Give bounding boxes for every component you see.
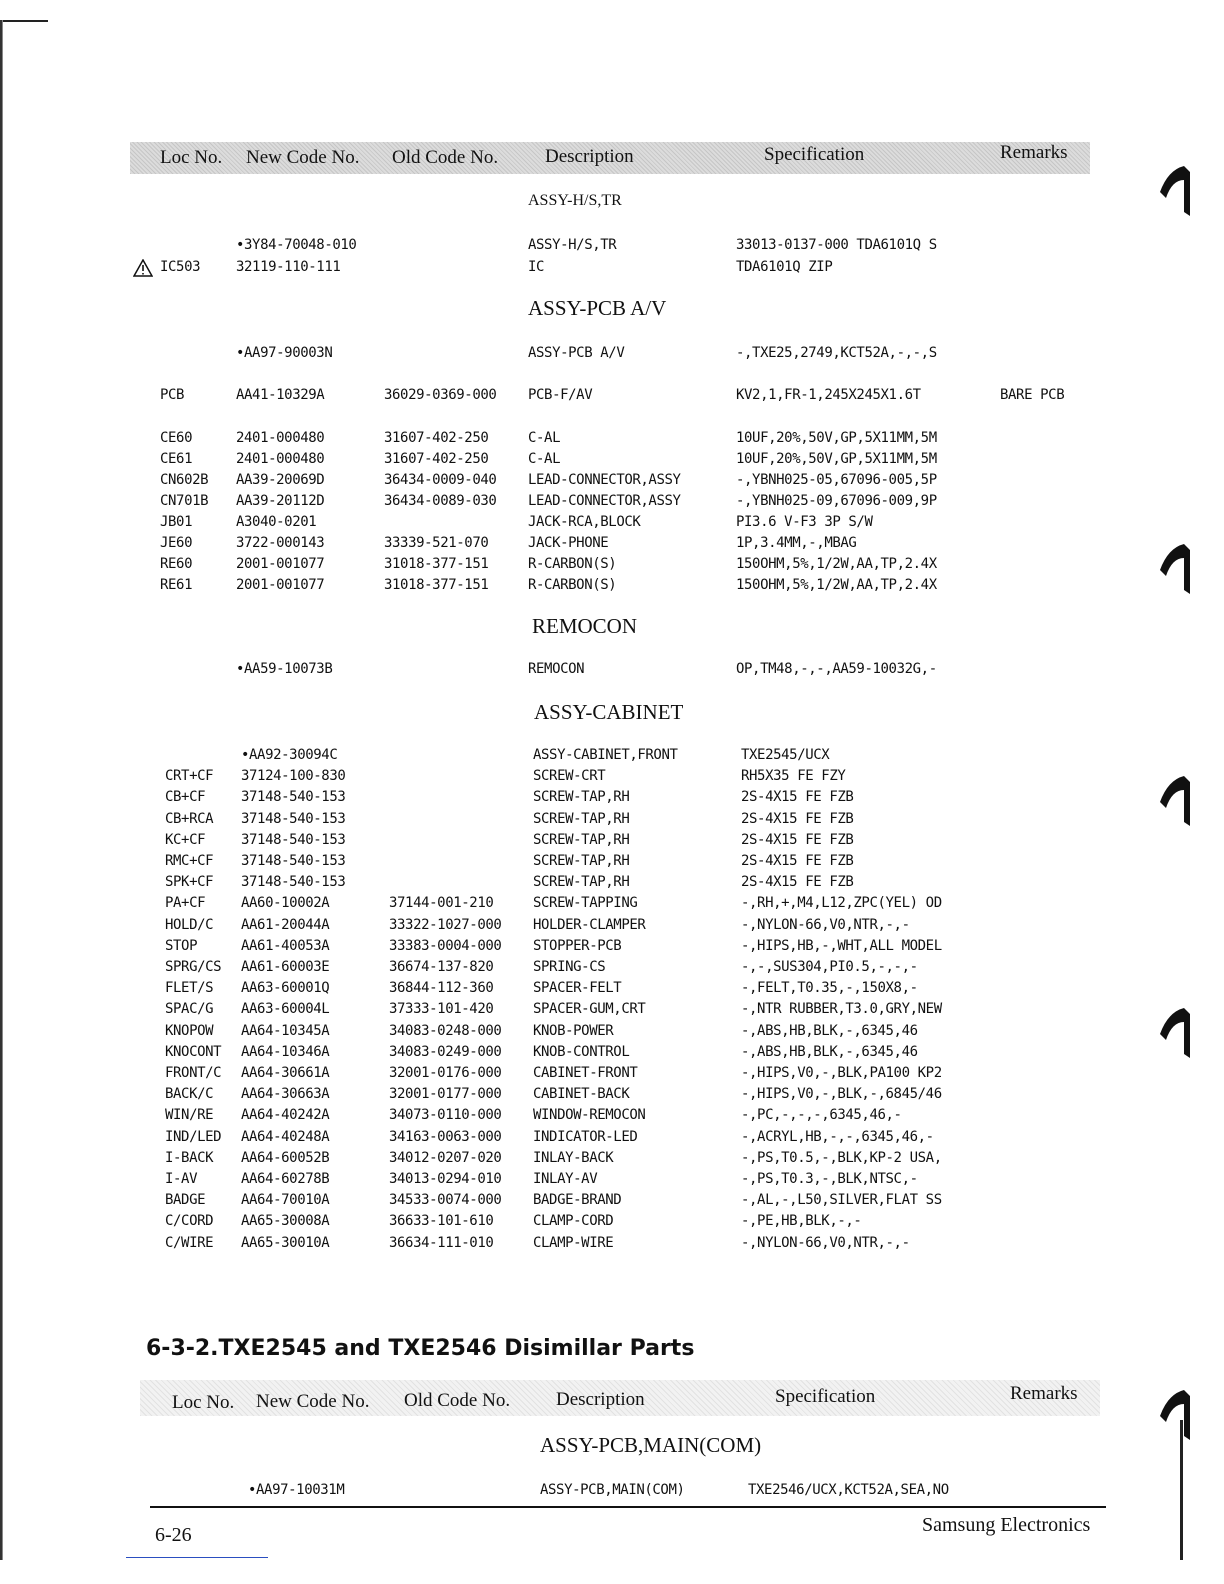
table-row xyxy=(0,430,1224,451)
table-row xyxy=(0,577,1224,598)
cell-description: SCREW-CRT xyxy=(533,768,606,785)
cell-specification: -,-,SUS304,PI0.5,-,-,- xyxy=(741,959,918,975)
cell-new-code: 37148-540-153 xyxy=(241,853,346,869)
cell-loc-no: CN602B xyxy=(160,472,209,488)
cell-description: BADGE-BRAND xyxy=(533,1192,622,1209)
table-row xyxy=(5,1086,1224,1107)
cell-loc-no: KC+CF xyxy=(165,831,206,848)
cell-old-code: 36434-0089-030 xyxy=(384,493,497,509)
cell-specification: -,ABS,HB,BLK,-,6345,46 xyxy=(741,1022,918,1039)
cell-old-code: 33339-521-070 xyxy=(384,535,489,551)
cell-new-code: AA64-30661A xyxy=(241,1065,330,1081)
header-description: Description xyxy=(545,146,634,167)
cell-old-code: 31018-377-151 xyxy=(384,577,489,593)
section-heading: 6-3-2.TXE2545 and TXE2546 Disimillar Parts xyxy=(146,1336,695,1361)
cell-loc-no: RMC+CF xyxy=(165,853,214,869)
cell-old-code: 34083-0249-000 xyxy=(389,1043,502,1060)
header-specification: Specification xyxy=(775,1386,876,1407)
table-row xyxy=(5,917,1224,938)
cell-new-code: •AA97-90003N xyxy=(236,345,333,361)
cell-specification: -,HIPS,HB,-,WHT,ALL MODEL xyxy=(741,937,942,954)
safety-warning-icon xyxy=(133,259,153,277)
cell-old-code: 37333-101-420 xyxy=(389,1001,494,1018)
cell-specification: TDA6101Q ZIP xyxy=(736,259,833,275)
table-row xyxy=(0,556,1224,577)
table-row xyxy=(5,959,1224,980)
cell-specification: 2S-4X15 FE FZB xyxy=(741,874,854,891)
cell-specification: -,NYLON-66,V0,NTR,-,- xyxy=(741,1234,910,1251)
cell-description: R-CARBON(S) xyxy=(528,556,617,572)
table-row xyxy=(5,874,1224,895)
cell-loc-no: I-AV xyxy=(165,1171,198,1187)
cell-new-code: AA41-10329A xyxy=(236,387,325,403)
cell-loc-no: C/WIRE xyxy=(165,1234,214,1251)
cell-specification: -,NYLON-66,V0,NTR,-,- xyxy=(741,916,910,933)
cell-old-code: 33383-0004-000 xyxy=(389,937,502,954)
cell-specification: TXE2545/UCX xyxy=(741,747,830,763)
cell-description: SCREW-TAP,RH xyxy=(533,874,630,891)
cell-description: PCB-F/AV xyxy=(528,387,593,403)
cell-description: C-AL xyxy=(528,430,561,446)
cell-specification: -,NTR RUBBER,T3.0,GRY,NEW xyxy=(741,1001,942,1018)
cell-loc-no: PCB xyxy=(160,387,185,403)
cell-new-code: AA64-60052B xyxy=(241,1149,330,1166)
cell-new-code: 3722-000143 xyxy=(236,535,325,551)
cell-old-code: 33322-1027-000 xyxy=(389,916,502,933)
cell-specification: -,ABS,HB,BLK,-,6345,46 xyxy=(741,1043,918,1060)
cell-specification: -,RH,+,M4,L12,ZPC(YEL) OD xyxy=(741,895,942,912)
cell-new-code: AA64-40242A xyxy=(241,1107,330,1124)
table-row xyxy=(0,451,1224,472)
cell-specification: 2S-4X15 FE FZB xyxy=(741,853,854,869)
cell-loc-no: IC503 xyxy=(160,259,201,275)
table-row xyxy=(0,472,1224,493)
cell-description: LEAD-CONNECTOR,ASSY xyxy=(528,472,681,488)
table-row xyxy=(5,1107,1224,1128)
cell-loc-no: C/CORD xyxy=(165,1213,214,1230)
cell-new-code: AA61-40053A xyxy=(241,937,330,954)
cell-new-code: AA39-20112D xyxy=(236,493,325,509)
table-row xyxy=(5,938,1224,959)
header-specification: Specification xyxy=(764,144,865,165)
cell-description: C-AL xyxy=(528,451,561,467)
cell-new-code: AA64-60278B xyxy=(241,1171,330,1187)
table-row xyxy=(0,535,1224,556)
cell-old-code: 31018-377-151 xyxy=(384,556,489,572)
footer-link-rule xyxy=(126,1557,268,1558)
group-title-remocon: REMOCON xyxy=(532,614,638,638)
cell-loc-no: FLET/S xyxy=(165,980,214,997)
cell-specification: -,HIPS,V0,-,BLK,PA100 KP2 xyxy=(741,1065,942,1081)
cell-specification: 1P,3.4MM,-,MBAG xyxy=(736,535,857,551)
cell-description: ASSY-H/S,TR xyxy=(528,237,617,253)
cell-new-code: AA39-20069D xyxy=(236,472,325,488)
cell-description: R-CARBON(S) xyxy=(528,577,617,593)
cell-new-code: AA64-30663A xyxy=(241,1086,330,1103)
cell-new-code: 37148-540-153 xyxy=(241,789,346,806)
cell-new-code: AA61-20044A xyxy=(241,916,330,933)
cell-new-code: 2001-001077 xyxy=(236,556,325,572)
header-loc-no: Loc No. xyxy=(160,147,223,168)
cell-description: IC xyxy=(528,259,545,275)
cell-new-code: 37124-100-830 xyxy=(241,768,346,785)
page-number: 6-26 xyxy=(155,1524,192,1546)
cell-new-code: AA63-60001Q xyxy=(241,980,330,997)
cell-new-code: 2001-001077 xyxy=(236,577,325,593)
cell-description: REMOCON xyxy=(528,661,585,677)
cell-description: LEAD-CONNECTOR,ASSY xyxy=(528,493,681,509)
header-description: Description xyxy=(556,1389,645,1410)
cell-new-code: AA63-60004L xyxy=(241,1001,330,1018)
group-title-hs-tr: ASSY-H/S,TR xyxy=(528,192,622,209)
cell-description: WINDOW-REMOCON xyxy=(533,1107,646,1124)
cell-specification: -,HIPS,V0,-,BLK,-,6845/46 xyxy=(741,1086,942,1103)
cell-new-code: AA64-40248A xyxy=(241,1128,330,1145)
cell-specification: 2S-4X15 FE FZB xyxy=(741,810,854,827)
cell-specification: -,ACRYL,HB,-,-,6345,46,- xyxy=(741,1128,934,1145)
header-loc-no: Loc No. xyxy=(172,1392,235,1413)
table-row xyxy=(5,789,1224,810)
cell-description: HOLDER-CLAMPER xyxy=(533,916,646,933)
cell-specification: -,PE,HB,BLK,-,- xyxy=(741,1213,862,1230)
cell-loc-no: CB+RCA xyxy=(165,810,214,827)
cell-new-code: AA65-30008A xyxy=(241,1213,330,1230)
cell-description: STOPPER-PCB xyxy=(533,937,622,954)
cell-new-code: 37148-540-153 xyxy=(241,874,346,891)
table-row xyxy=(5,853,1224,874)
cell-old-code: 31607-402-250 xyxy=(384,451,489,467)
cell-description: JACK-RCA,BLOCK xyxy=(528,514,641,530)
cell-specification: 2S-4X15 FE FZB xyxy=(741,789,854,806)
cell-new-code: AA61-60003E xyxy=(241,959,330,975)
table-row xyxy=(5,1129,1224,1150)
cell-description: ASSY-PCB A/V xyxy=(528,345,625,361)
cell-description: ASSY-CABINET,FRONT xyxy=(533,747,678,763)
cell-specification: -,FELT,T0.35,-,150X8,- xyxy=(741,980,918,997)
cell-specification: 2S-4X15 FE FZB xyxy=(741,831,854,848)
cell-description: INDICATOR-LED xyxy=(533,1128,638,1145)
cell-old-code: 31607-402-250 xyxy=(384,430,489,446)
group-title-pcb-main: ASSY-PCB,MAIN(COM) xyxy=(540,1433,762,1457)
cell-old-code: 36029-0369-000 xyxy=(384,387,497,403)
table-row xyxy=(5,1171,1224,1192)
cell-old-code: 36844-112-360 xyxy=(389,980,494,997)
group-title-cabinet: ASSY-CABINET xyxy=(534,700,684,724)
cell-new-code: 37148-540-153 xyxy=(241,831,346,848)
header-new-code-no: New Code No. xyxy=(256,1391,370,1412)
cell-loc-no: SPAC/G xyxy=(165,1001,214,1018)
cell-specification: TXE2546/UCX,KCT52A,SEA,NO xyxy=(748,1482,949,1498)
cell-specification: 10UF,20%,50V,GP,5X11MM,5M xyxy=(736,430,937,446)
cell-old-code: 32001-0177-000 xyxy=(389,1086,502,1103)
header-old-code-no: Old Code No. xyxy=(404,1390,511,1411)
cell-old-code: 34012-0207-020 xyxy=(389,1149,502,1166)
table-row xyxy=(0,1482,1224,1503)
binding-hole-mark xyxy=(1150,152,1206,222)
cell-new-code: A3040-0201 xyxy=(236,514,317,530)
group-title-pcb-av: ASSY-PCB A/V xyxy=(528,296,667,320)
cell-remarks: BARE PCB xyxy=(1000,387,1065,403)
cell-description: KNOB-CONTROL xyxy=(533,1043,630,1060)
table-row xyxy=(5,1150,1224,1171)
cell-specification: -,AL,-,L50,SILVER,FLAT SS xyxy=(741,1192,942,1209)
footer-brand: Samsung Electronics xyxy=(922,1514,1091,1536)
cell-loc-no: CB+CF xyxy=(165,789,206,806)
cell-loc-no: WIN/RE xyxy=(165,1107,214,1124)
cell-description: ASSY-PCB,MAIN(COM) xyxy=(540,1482,685,1498)
cell-loc-no: SPK+CF xyxy=(165,874,214,891)
cell-loc-no: FRONT/C xyxy=(165,1065,222,1081)
binding-hole-mark xyxy=(1150,1376,1206,1446)
cell-loc-no: KNOCONT xyxy=(165,1043,222,1060)
cell-new-code: •3Y84-70048-010 xyxy=(236,237,357,253)
table-row xyxy=(5,1235,1224,1256)
cell-new-code: AA64-10345A xyxy=(241,1022,330,1039)
table-row xyxy=(5,895,1224,916)
cell-description: SCREW-TAP,RH xyxy=(533,853,630,869)
cell-loc-no: CE61 xyxy=(160,451,193,467)
cell-specification: 10UF,20%,50V,GP,5X11MM,5M xyxy=(736,451,937,467)
cell-new-code: •AA97-10031M xyxy=(248,1482,345,1498)
cell-specification: 33013-0137-000 TDA6101Q S xyxy=(736,237,937,253)
cell-description: SPACER-GUM,CRT xyxy=(533,1001,646,1018)
cell-old-code: 36634-111-010 xyxy=(389,1234,494,1251)
cell-old-code: 37144-001-210 xyxy=(389,895,494,912)
cell-loc-no: STOP xyxy=(165,937,198,954)
table-row xyxy=(5,1044,1224,1065)
cell-loc-no: RE60 xyxy=(160,556,193,572)
table-row xyxy=(5,980,1224,1001)
cell-specification: -,YBNH025-09,67096-009,9P xyxy=(736,493,937,509)
cell-new-code: AA60-10002A xyxy=(241,895,330,912)
header-old-code-no: Old Code No. xyxy=(392,147,499,168)
cell-loc-no: CN701B xyxy=(160,493,209,509)
cell-specification: KV2,1,FR-1,245X245X1.6T xyxy=(736,387,921,403)
cell-loc-no: I-BACK xyxy=(165,1149,214,1166)
cell-description: CABINET-FRONT xyxy=(533,1065,638,1081)
cell-description: SCREW-TAPPING xyxy=(533,895,638,912)
cell-old-code: 36633-101-610 xyxy=(389,1213,494,1230)
table-row xyxy=(0,237,1224,258)
table-row xyxy=(5,1192,1224,1213)
table-row xyxy=(5,768,1224,789)
cell-loc-no: BACK/C xyxy=(165,1086,214,1103)
cell-new-code: •AA59-10073B xyxy=(236,661,333,677)
cell-loc-no: RE61 xyxy=(160,577,193,593)
header-remarks: Remarks xyxy=(1010,1383,1078,1404)
cell-specification: -,TXE25,2749,KCT52A,-,-,S xyxy=(736,345,937,361)
cell-loc-no: JB01 xyxy=(160,514,193,530)
cell-specification: -,PS,T0.3,-,BLK,NTSC,- xyxy=(741,1171,918,1187)
footer-rule xyxy=(150,1506,1106,1508)
cell-specification: -,YBNH025-05,67096-005,5P xyxy=(736,472,937,488)
cell-new-code: AA65-30010A xyxy=(241,1234,330,1251)
cell-description: INLAY-BACK xyxy=(533,1149,614,1166)
cell-old-code: 36434-0009-040 xyxy=(384,472,497,488)
cell-specification: PI3.6 V-F3 3P S/W xyxy=(736,514,873,530)
cell-old-code: 34533-0074-000 xyxy=(389,1192,502,1209)
cell-description: CABINET-BACK xyxy=(533,1086,630,1103)
cell-specification: -,PC,-,-,-,6345,46,- xyxy=(741,1107,902,1124)
cell-loc-no: SPRG/CS xyxy=(165,959,222,975)
cell-description: SCREW-TAP,RH xyxy=(533,831,630,848)
cell-new-code: AA64-10346A xyxy=(241,1043,330,1060)
cell-loc-no: BADGE xyxy=(165,1192,206,1209)
table-row xyxy=(0,345,1224,366)
table-row xyxy=(5,747,1224,768)
cell-new-code: •AA92-30094C xyxy=(241,747,338,763)
cell-description: KNOB-POWER xyxy=(533,1022,614,1039)
table-row xyxy=(5,1213,1224,1234)
table-row xyxy=(5,1065,1224,1086)
cell-description: SPACER-FELT xyxy=(533,980,622,997)
cell-new-code: 2401-000480 xyxy=(236,430,325,446)
cell-loc-no: KNOPOW xyxy=(165,1022,214,1039)
cell-specification: RH5X35 FE FZY xyxy=(741,768,846,785)
cell-old-code: 34083-0248-000 xyxy=(389,1022,502,1039)
table-row xyxy=(5,832,1224,853)
cell-old-code: 34073-0110-000 xyxy=(389,1107,502,1124)
cell-old-code: 34013-0294-010 xyxy=(389,1171,502,1187)
cell-specification: -,PS,T0.5,-,BLK,KP-2 USA, xyxy=(741,1149,942,1166)
header-remarks: Remarks xyxy=(1000,142,1068,163)
cell-old-code: 36674-137-820 xyxy=(389,959,494,975)
table-row xyxy=(5,811,1224,832)
table-row xyxy=(5,1001,1224,1022)
cell-loc-no: HOLD/C xyxy=(165,916,214,933)
cell-new-code: 32119-110-111 xyxy=(236,259,341,275)
table-row xyxy=(0,661,1224,682)
cell-description: CLAMP-WIRE xyxy=(533,1234,614,1251)
cell-specification: OP,TM48,-,-,AA59-10032G,- xyxy=(736,661,937,677)
cell-loc-no: CE60 xyxy=(160,430,193,446)
table-row xyxy=(5,1023,1224,1044)
cell-loc-no: JE60 xyxy=(160,535,193,551)
cell-specification: 150OHM,5%,1/2W,AA,TP,2.4X xyxy=(736,556,937,572)
cell-description: INLAY-AV xyxy=(533,1171,598,1187)
page-edge-top xyxy=(0,20,48,22)
cell-description: SCREW-TAP,RH xyxy=(533,810,630,827)
header-new-code-no: New Code No. xyxy=(246,147,360,168)
cell-old-code: 32001-0176-000 xyxy=(389,1065,502,1081)
cell-description: SCREW-TAP,RH xyxy=(533,789,630,806)
cell-description: CLAMP-CORD xyxy=(533,1213,614,1230)
table-row xyxy=(0,259,1224,280)
cell-new-code: 2401-000480 xyxy=(236,451,325,467)
table-row xyxy=(0,493,1224,514)
table-row xyxy=(0,387,1224,408)
cell-new-code: AA64-70010A xyxy=(241,1192,330,1209)
cell-new-code: 37148-540-153 xyxy=(241,810,346,827)
table-row xyxy=(0,514,1224,535)
cell-description: SPRING-CS xyxy=(533,959,606,975)
cell-specification: 150OHM,5%,1/2W,AA,TP,2.4X xyxy=(736,577,937,593)
cell-description: JACK-PHONE xyxy=(528,535,609,551)
cell-loc-no: PA+CF xyxy=(165,895,206,912)
cell-old-code: 34163-0063-000 xyxy=(389,1128,502,1145)
cell-loc-no: CRT+CF xyxy=(165,768,214,785)
cell-loc-no: IND/LED xyxy=(165,1128,222,1145)
